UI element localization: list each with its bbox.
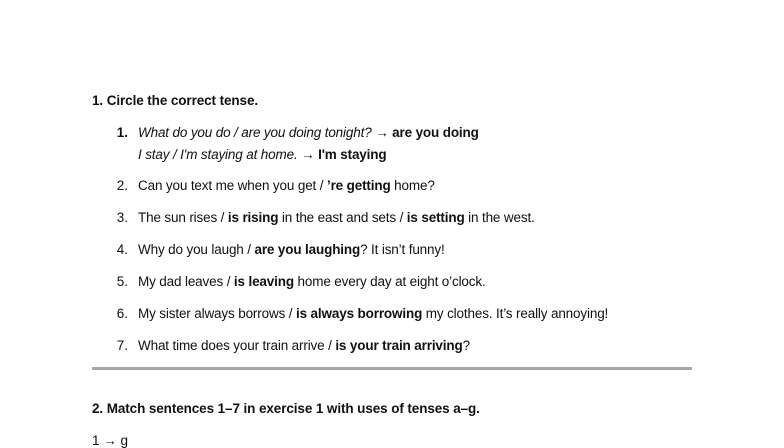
item-text (138, 306, 608, 321)
item-number: 6. (116, 306, 128, 321)
item-1-line-1 (138, 125, 479, 140)
item-text-middle: in the east and sets / (278, 210, 407, 225)
item-text-after: home every day at eight o’clock. (293, 274, 486, 289)
item-text-before: The sun rises / (138, 210, 228, 225)
answer-text-2: is setting (406, 210, 465, 225)
item-1-line-2 (138, 147, 386, 162)
item-number: 4. (116, 242, 128, 257)
section-divider (92, 367, 692, 370)
item-number: 7. (116, 338, 128, 353)
exercise-2-first-answer: 1 → g (92, 433, 129, 448)
exercise-2-heading: 2. Match sentences 1–7 in exercise 1 with uses of tenses a–g. (92, 401, 480, 416)
answer-text: are you doing (392, 125, 479, 140)
answer-text: are you laughing (254, 242, 361, 257)
answer-text: ’re getting (326, 178, 391, 193)
arrow-icon: → (375, 125, 389, 140)
item-number: 5. (116, 274, 128, 289)
answer-text: is leaving (233, 274, 294, 289)
item-text-after: home? (390, 178, 435, 193)
item-text-after: ? (462, 338, 470, 353)
question-text: I stay / I'm staying at home. (138, 147, 298, 162)
item-text-before: What time does your train arrive / (138, 338, 336, 353)
item-text-after: ? It isn’t funny! (360, 242, 445, 257)
item-text (138, 338, 470, 353)
item-number: 3. (116, 210, 128, 225)
exercise-1-heading: 1. Circle the correct tense. (92, 93, 259, 108)
question-text: What do you do / are you doing tonight? (138, 125, 372, 140)
item-text-before: Why do you laugh / (138, 242, 255, 257)
item-text (138, 210, 535, 225)
arrow-icon: → (301, 147, 315, 162)
item-number: 2. (116, 178, 128, 193)
answer-text: I'm staying (318, 147, 387, 162)
answer-text: is rising (227, 210, 279, 225)
answer-text: is your train arriving (335, 338, 463, 353)
item-number: 1. (116, 125, 128, 140)
item-text-after: my clothes. It’s really annoying! (422, 306, 609, 321)
answer-text: is always borrowing (295, 306, 423, 321)
item-text-before: My dad leaves / (138, 274, 234, 289)
item-text-before: Can you text me when you get / (138, 178, 327, 193)
item-text-after: in the west. (464, 210, 535, 225)
item-text (138, 178, 435, 193)
item-text (138, 274, 486, 289)
item-text (138, 242, 445, 257)
item-text-before: My sister always borrows / (138, 306, 296, 321)
